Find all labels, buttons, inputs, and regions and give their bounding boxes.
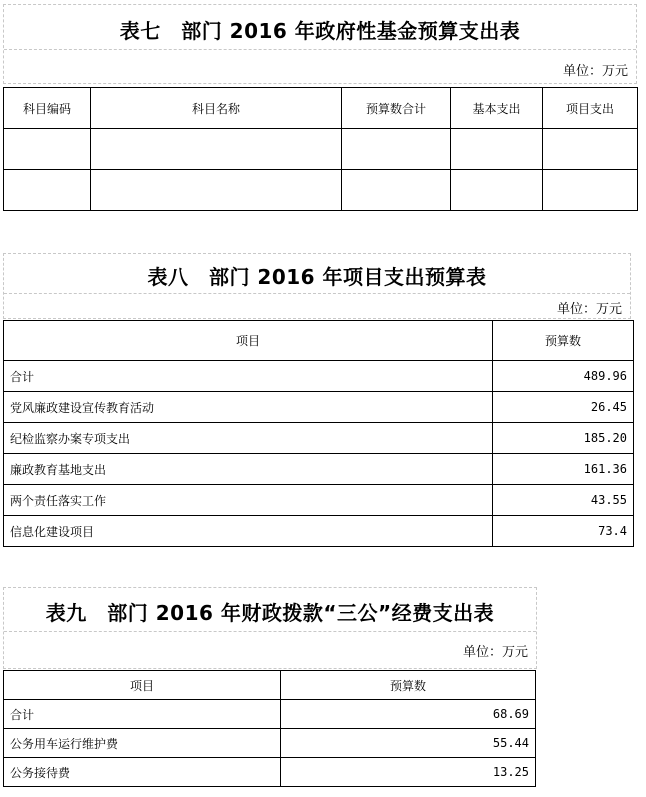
- table7-empty-row: [4, 170, 638, 211]
- table9-unit: 单位：万元: [462, 645, 528, 660]
- table7: [3, 87, 638, 211]
- table7-frame: [3, 4, 637, 84]
- table9-header-amount: 预算数: [281, 671, 536, 700]
- table8-row: [4, 361, 634, 392]
- table7-header-code: 科目编码: [4, 88, 91, 129]
- table8-frame: [3, 253, 631, 319]
- table9-row: [4, 758, 536, 787]
- table9-frame: [3, 587, 537, 669]
- table7-unit: 单位：万元: [562, 64, 628, 79]
- table8-row: [4, 454, 634, 485]
- table8-row-value: 185.20: [493, 423, 634, 454]
- table9-row: [4, 700, 536, 729]
- table7-header-row: [4, 88, 638, 129]
- table7-header-project: 项目支出: [543, 88, 638, 129]
- table8-title: 表八 部门 2016 年项目支出预算表: [147, 265, 487, 289]
- table9-row-value: 13.25: [281, 758, 536, 787]
- table8-title-divider: [4, 293, 630, 294]
- table8: [3, 320, 634, 547]
- table7-cell: [4, 170, 91, 211]
- table8-row-name: 纪检监察办案专项支出: [4, 423, 493, 454]
- table8-row-value: 43.55: [493, 485, 634, 516]
- table8-row: [4, 516, 634, 547]
- table9-row-value: 55.44: [281, 729, 536, 758]
- table9-row-name: 合计: [4, 700, 281, 729]
- table8-row-name: 廉政教育基地支出: [4, 454, 493, 485]
- table7-cell: [342, 170, 451, 211]
- table7-header-total: 预算数合计: [342, 88, 451, 129]
- table8-row-value: 26.45: [493, 392, 634, 423]
- table8-header-amount: 预算数: [493, 321, 634, 361]
- table9-row-name: 公务接待费: [4, 758, 281, 787]
- table8-row: [4, 423, 634, 454]
- table8-row: [4, 485, 634, 516]
- table9: [3, 670, 536, 787]
- table7-cell: [543, 170, 638, 211]
- table7-cell: [451, 170, 543, 211]
- table8-header-item: 项目: [4, 321, 493, 361]
- table7-header-basic: 基本支出: [451, 88, 543, 129]
- table9-header-row: [4, 671, 536, 700]
- table8-row-name: 两个责任落实工作: [4, 485, 493, 516]
- table8-row: [4, 392, 634, 423]
- table7-title-divider: [4, 49, 636, 50]
- table7-cell: [543, 129, 638, 170]
- table8-unit: 单位：万元: [556, 302, 622, 317]
- table7-cell: [91, 129, 342, 170]
- table8-row-value: 161.36: [493, 454, 634, 485]
- table8-row-name: 信息化建设项目: [4, 516, 493, 547]
- table9-row-value: 68.69: [281, 700, 536, 729]
- table7-header-name: 科目名称: [91, 88, 342, 129]
- table7-title: 表七 部门 2016 年政府性基金预算支出表: [119, 19, 521, 43]
- table9-header-item: 项目: [4, 671, 281, 700]
- table9-title: 表九 部门 2016 年财政拨款“三公”经费支出表: [45, 601, 495, 625]
- table7-cell: [342, 129, 451, 170]
- table7-cell: [451, 129, 543, 170]
- table9-title-divider: [4, 631, 536, 632]
- table9-row: [4, 729, 536, 758]
- table7-empty-row: [4, 129, 638, 170]
- table8-row-value: 489.96: [493, 361, 634, 392]
- table8-header-row: [4, 321, 634, 361]
- table7-cell: [4, 129, 91, 170]
- table8-row-value: 73.4: [493, 516, 634, 547]
- table8-row-name: 党风廉政建设宣传教育活动: [4, 392, 493, 423]
- table8-row-name: 合计: [4, 361, 493, 392]
- table9-row-name: 公务用车运行维护费: [4, 729, 281, 758]
- table7-cell: [91, 170, 342, 211]
